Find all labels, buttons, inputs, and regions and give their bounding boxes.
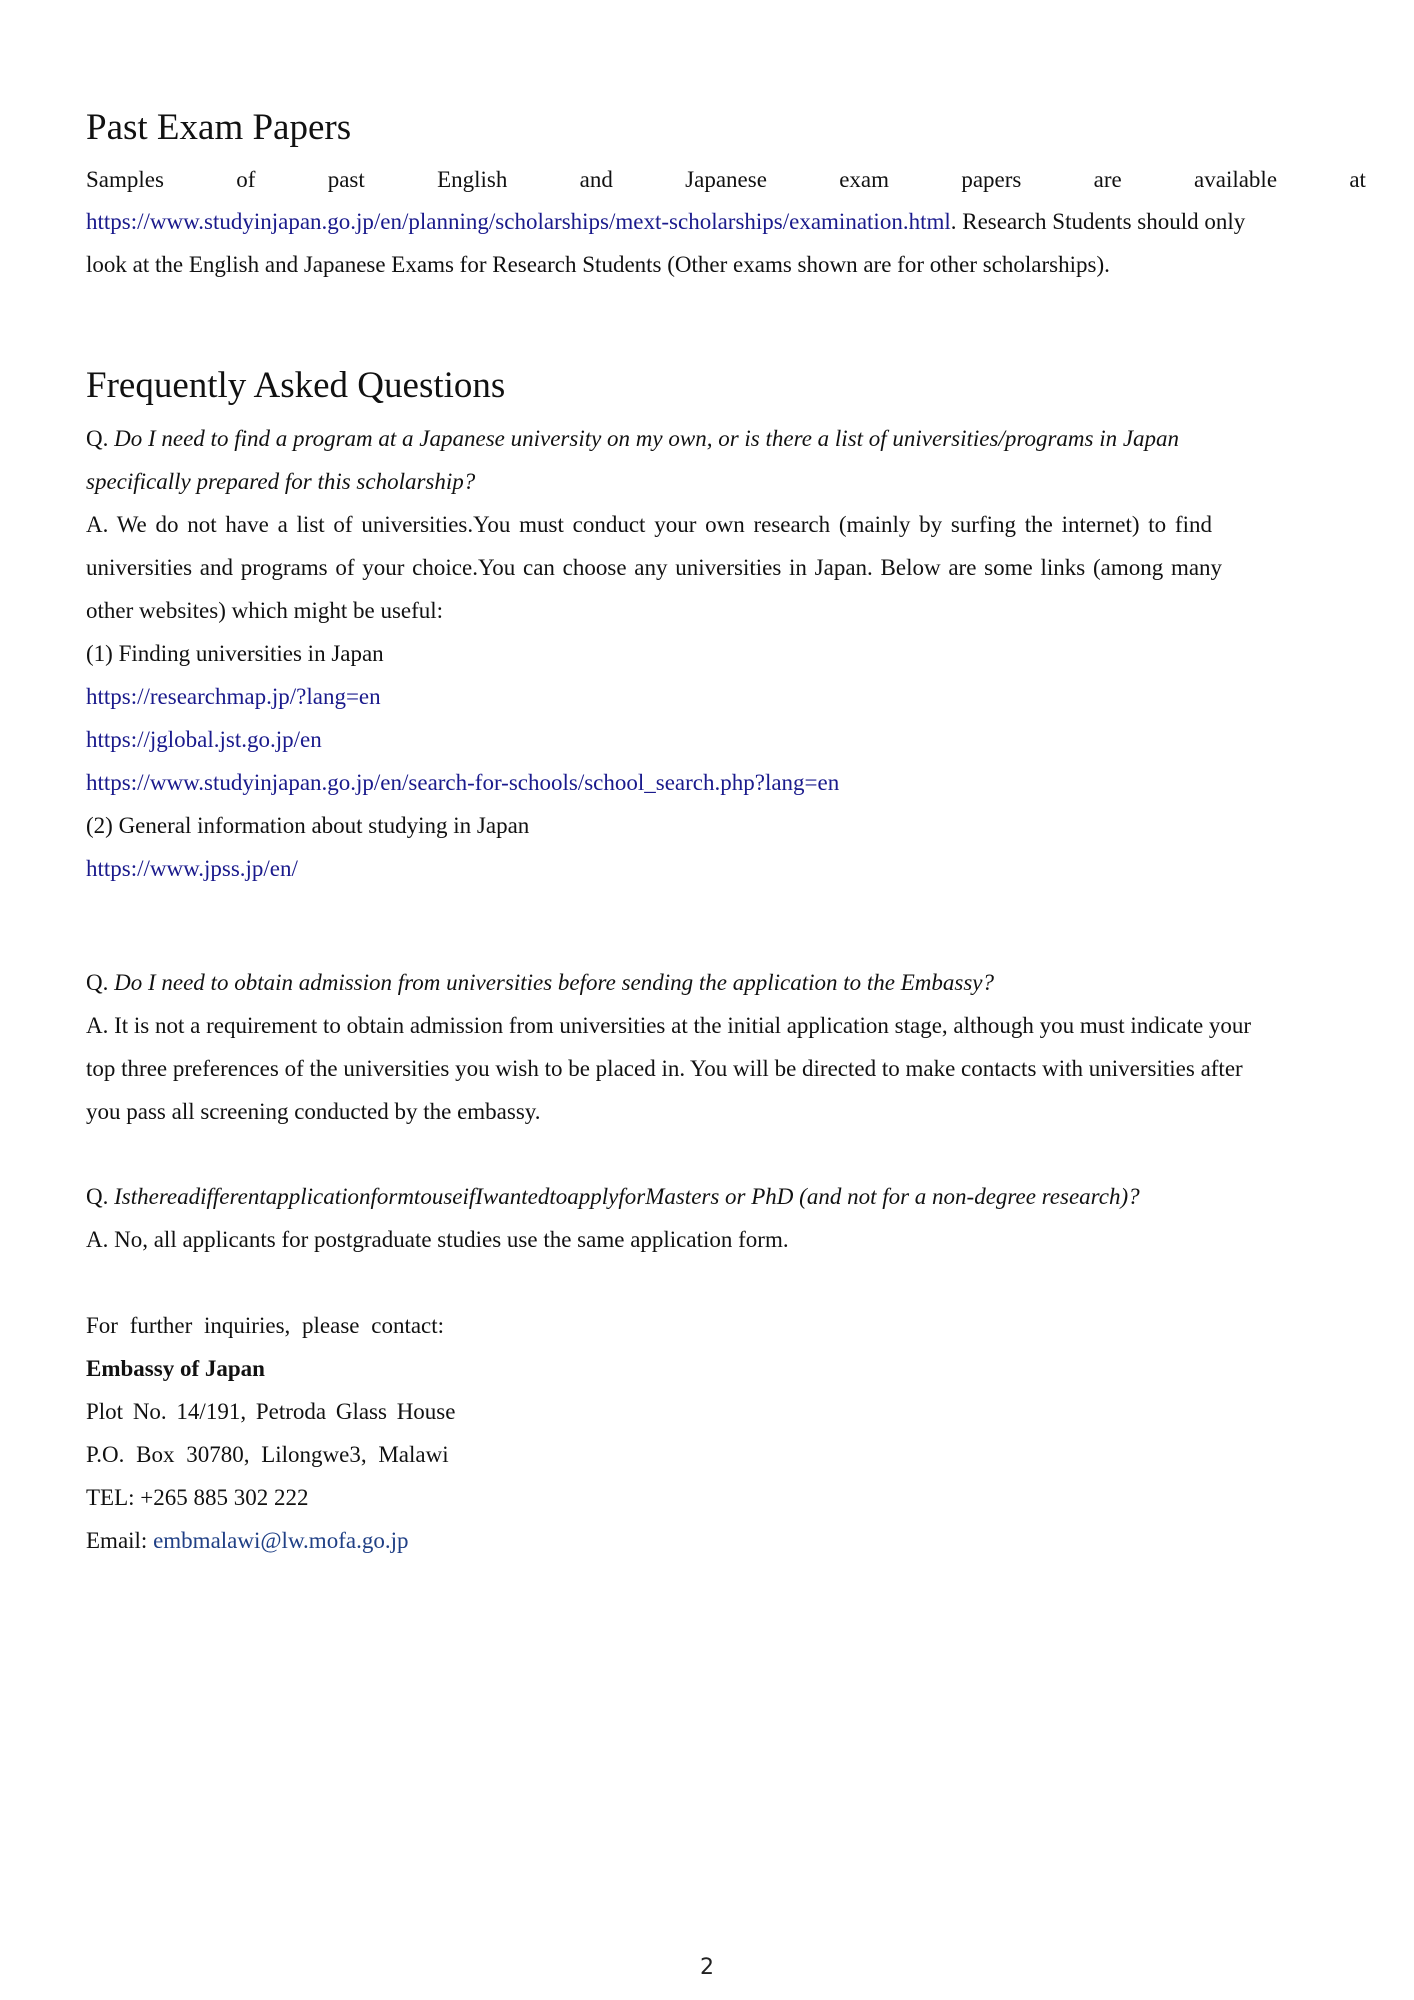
contact-email-line	[86, 1526, 1366, 1556]
question-text: IsthereadifferentapplicationformtouseifIwantedtoapplyforMasters or PhD (and not for a non-degree research)?	[114, 1184, 1140, 1209]
heading-past-exam-papers: Past Exam Papers	[86, 107, 352, 148]
word: Japanese	[685, 167, 767, 192]
school-search-link[interactable]: https://www.studyinjapan.go.jp/en/search-for-schools/school_search.php?lang=en	[86, 770, 840, 795]
faq-a1-line-1: A. We do not have a list of universities.You must conduct your own research (mainly by surfing the internet) to find	[86, 512, 1212, 537]
contact-tel: TEL: +265 885 302 222	[86, 1485, 309, 1510]
faq-q3	[86, 1182, 1366, 1212]
email-label: Email:	[86, 1528, 154, 1553]
text: . Research Students should only	[950, 209, 1246, 234]
word: Samples	[86, 167, 164, 192]
question-text: Do I need to find a program at a Japanese university on my own, or is there a list of universities/programs in Japan	[114, 426, 1180, 451]
past-exam-line-3: look at the English and Japanese Exams for Research Students (Other exams shown are for other scholarships).	[86, 252, 1110, 277]
word: available	[1194, 167, 1278, 192]
question-prefix: Q.	[86, 970, 115, 995]
faq-q2	[86, 968, 1366, 998]
page-number: 2	[700, 1955, 714, 1980]
faq-a1-line-3: other websites) which might be useful:	[86, 598, 444, 623]
contact-address-1: Plot No. 14/191, Petroda Glass House	[86, 1399, 456, 1424]
word: past	[327, 167, 365, 192]
faq-a1-section-2-label: (2) General information about studying in Japan	[86, 813, 530, 838]
word: are	[1093, 167, 1122, 192]
faq-a1-section-1-label: (1) Finding universities in Japan	[86, 641, 384, 666]
word: exam	[839, 167, 890, 192]
jpss-link[interactable]: https://www.jpss.jp/en/	[86, 856, 298, 881]
past-exam-line-1	[86, 165, 1366, 195]
past-exam-line-2	[86, 207, 1366, 237]
faq-q1-line-1	[86, 424, 1366, 454]
faq-a2-line-1: A. It is not a requirement to obtain admission from universities at the initial application stage, although you must indicate your	[86, 1013, 1252, 1038]
word: papers	[961, 167, 1022, 192]
question-text: Do I need to obtain admission from universities before sending the application to the Embassy?	[114, 970, 994, 995]
word: English	[437, 167, 508, 192]
heading-faq: Frequently Asked Questions	[86, 365, 506, 406]
jglobal-link[interactable]: https://jglobal.jst.go.jp/en	[86, 727, 322, 752]
contact-address-2: P.O. Box 30780, Lilongwe3, Malawi	[86, 1442, 449, 1467]
exam-papers-link[interactable]: https://www.studyinjapan.go.jp/en/planning/scholarships/mext-scholarships/examination.html	[86, 209, 951, 234]
question-prefix: Q.	[86, 426, 115, 451]
email-link[interactable]: embmalawi@lw.mofa.go.jp	[153, 1528, 409, 1553]
faq-a3: A. No, all applicants for postgraduate studies use the same application form.	[86, 1227, 789, 1252]
faq-q1-line-2: specifically prepared for this scholarship?	[86, 469, 476, 494]
faq-a1-line-2: universities and programs of your choice.You can choose any universities in Japan. Below are some links (among many	[86, 555, 1223, 580]
question-prefix: Q.	[86, 1184, 115, 1209]
faq-a2-line-2: top three preferences of the universities you wish to be placed in. You will be directed to make contacts with universities after	[86, 1056, 1243, 1081]
contact-name: Embassy of Japan	[86, 1356, 265, 1381]
word: and	[579, 167, 613, 192]
word: at	[1349, 167, 1366, 192]
word: of	[236, 167, 256, 192]
researchmap-link[interactable]: https://researchmap.jp/?lang=en	[86, 684, 381, 709]
faq-a2-line-3: you pass all screening conducted by the embassy.	[86, 1099, 541, 1124]
contact-intro: For further inquiries, please contact:	[86, 1313, 445, 1338]
